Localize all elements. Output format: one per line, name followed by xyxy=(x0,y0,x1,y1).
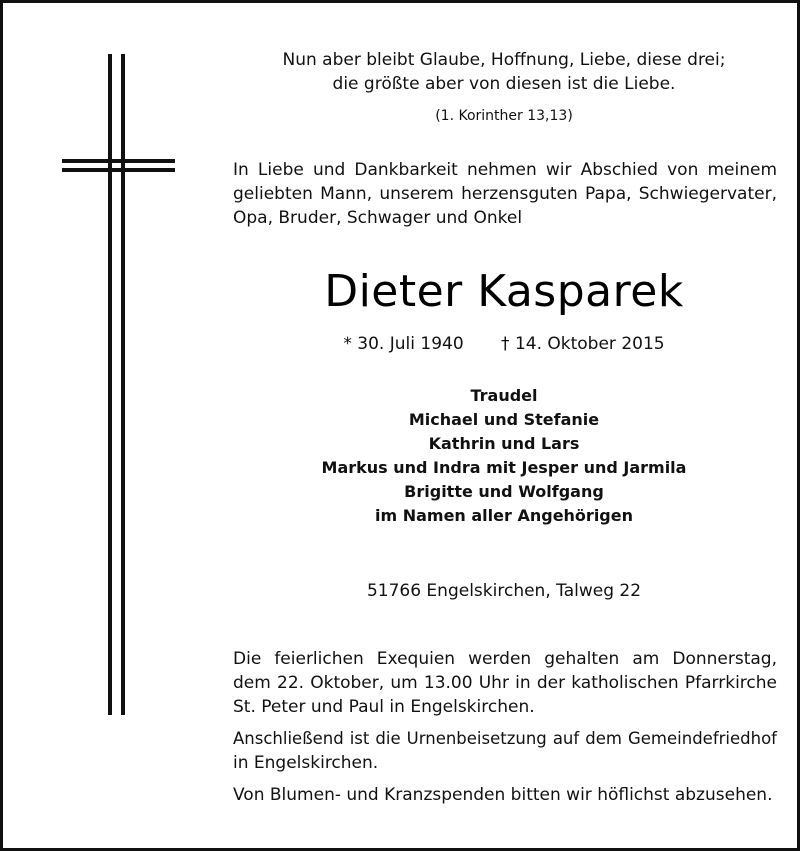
family-address: 51766 Engelskirchen, Talweg 22 xyxy=(366,581,642,601)
intro-line: In Liebe und Dankbarkeit nehmen wir Abschied von meinem xyxy=(233,160,777,180)
service-line: St. Peter und Paul in Engelskirchen. xyxy=(233,697,535,717)
life-dates xyxy=(230,332,778,356)
burial-paragraph xyxy=(233,727,777,775)
death-date: † 14. Oktober 2015 xyxy=(501,334,665,354)
intro-line: Opa, Bruder, Schwager und Onkel xyxy=(233,208,523,228)
deceased-name: Dieter Kasparek xyxy=(324,266,684,317)
service-line: dem 22. Oktober, um 13.00 Uhr in der katholischen Pfarrkirche xyxy=(233,673,777,693)
bible-quote xyxy=(230,48,778,96)
birth-date: * 30. Juli 1940 xyxy=(343,334,464,354)
mourner-line: Brigitte und Wolfgang xyxy=(404,482,604,501)
mourner-line: Traudel xyxy=(470,386,538,405)
mourner-line: im Namen aller Angehörigen xyxy=(374,506,633,525)
mourners-list xyxy=(230,384,778,528)
burial-line: Anschließend ist die Urnenbeisetzung auf dem Gemeindefriedhof xyxy=(233,729,777,748)
quote-line: die größte aber von diesen ist die Liebe. xyxy=(332,74,676,94)
intro-text xyxy=(233,158,777,230)
quote-line: Nun aber bleibt Glaube, Hoffnung, Liebe, diese drei; xyxy=(282,50,726,70)
mourner-line: Kathrin und Lars xyxy=(428,434,580,453)
service-paragraph xyxy=(233,647,777,719)
bible-reference: (1. Korinther 13,13) xyxy=(435,108,573,124)
flowers-note xyxy=(233,783,777,807)
intro-line: geliebten Mann, unserem herzensguten Papa, Schwiegervater, xyxy=(233,184,777,204)
service-line: Die feierlichen Exequien werden gehalten am Donnerstag, xyxy=(233,649,777,669)
flowers-line: Von Blumen- und Kranzspenden bitten wir höflichst abzusehen. xyxy=(233,785,773,805)
mourner-line: Michael und Stefanie xyxy=(408,410,600,429)
mourner-line: Markus und Indra mit Jesper und Jarmila xyxy=(321,458,687,477)
burial-line: in Engelskirchen. xyxy=(233,753,379,773)
